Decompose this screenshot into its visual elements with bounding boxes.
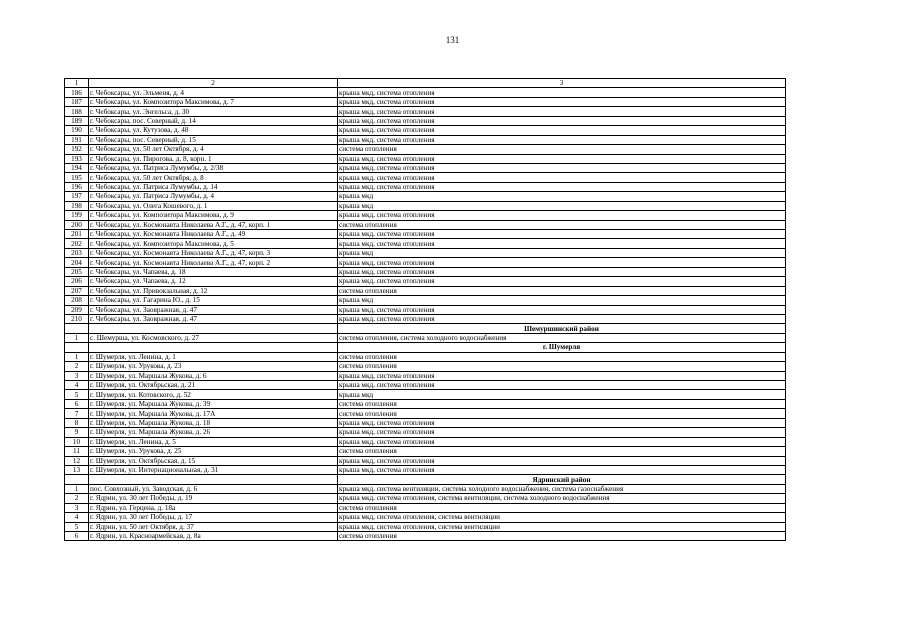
row-number-cell: 209 <box>65 305 89 314</box>
works-cell: система отопления <box>338 399 786 408</box>
works-cell: крыша мкд, система отопления <box>338 230 786 239</box>
address-cell: г. Шумерля, ул. Октябрьская, д. 21 <box>89 381 338 390</box>
table-row <box>65 362 786 371</box>
address-cell: г. Ядрин, ул. 30 лет Победы, д. 17 <box>89 513 338 522</box>
table-row <box>65 399 786 408</box>
section-row <box>65 324 786 333</box>
address-cell: г. Чебоксары, ул. Эльменя, д. 4 <box>89 88 338 97</box>
address-cell: г. Шумерля, ул. Октябрьская, д. 15 <box>89 456 338 465</box>
section-row <box>65 475 786 484</box>
address-cell: г. Чебоксары, ул. Композитора Максимова, д. 7 <box>89 97 338 106</box>
row-number-cell: 193 <box>65 154 89 163</box>
section-title: Ядринский район <box>338 475 786 484</box>
table-row <box>65 447 786 456</box>
row-number-cell: 205 <box>65 267 89 276</box>
works-cell: крыша мкд, система отопления <box>338 456 786 465</box>
row-number-cell: 200 <box>65 220 89 229</box>
works-cell: крыша мкд, система отопления <box>338 239 786 248</box>
table-row <box>65 296 786 305</box>
works-cell: крыша мкд, система отопления <box>338 437 786 446</box>
row-number-cell: 4 <box>65 381 89 390</box>
table-row <box>65 230 786 239</box>
works-cell: крыша мкд, система отопления <box>338 428 786 437</box>
row-number-cell: 187 <box>65 97 89 106</box>
works-cell: крыша мкд, система вентиляции, система холодного водоснабжения, система газоснабжения <box>338 484 786 493</box>
works-cell: крыша мкд, система отопления <box>338 135 786 144</box>
works-cell: система отопления <box>338 286 786 295</box>
row-number-cell: 199 <box>65 211 89 220</box>
works-cell: крыша мкд, система отопления, система вентиляции, система холодного водоснабжения <box>338 494 786 503</box>
row-number-cell: 189 <box>65 116 89 125</box>
table-row <box>65 258 786 267</box>
table-row <box>65 248 786 257</box>
table-row <box>65 267 786 276</box>
table-body <box>65 79 786 541</box>
row-number-cell: 5 <box>65 390 89 399</box>
row-number-cell: 195 <box>65 173 89 182</box>
row-number-cell: 6 <box>65 399 89 408</box>
row-number-cell: 207 <box>65 286 89 295</box>
table-row <box>65 390 786 399</box>
table-row <box>65 211 786 220</box>
row-number-cell: 6 <box>65 532 89 541</box>
address-cell: г. Чебоксары, ул. Космонавта Николаева А.Г., д. 49 <box>89 230 338 239</box>
works-cell: крыша мкд, система отопления <box>338 163 786 172</box>
address-cell: г. Чебоксары, ул. Чапаева, д. 12 <box>89 277 338 286</box>
address-cell: г. Чебоксары, ул. Олега Кошевого, д. 1 <box>89 201 338 210</box>
address-cell: г. Шумерля, ул. Маршала Жукова, д. 6 <box>89 371 338 380</box>
row-number-cell: 191 <box>65 135 89 144</box>
works-cell: крыша мкд, система отопления <box>338 371 786 380</box>
address-cell: г. Шумерля, ул. Интернациональная, д. 31 <box>89 465 338 474</box>
table-row <box>65 239 786 248</box>
row-number-cell: 3 <box>65 371 89 380</box>
address-cell: г. Ядрин, ул. Герцена, д. 18а <box>89 503 338 512</box>
table-row <box>65 352 786 361</box>
address-cell: г. Чебоксары, ул. Космонавта Николаева А.Г., д. 47, корп. 1 <box>89 220 338 229</box>
section-empty-cell <box>65 324 89 333</box>
works-cell: крыша мкд, система отопления <box>338 173 786 182</box>
table-row <box>65 513 786 522</box>
table-row <box>65 126 786 135</box>
address-cell: г. Чебоксары, ул. Кутузова, д. 48 <box>89 126 338 135</box>
works-cell: крыша мкд, система отопления <box>338 381 786 390</box>
row-number-cell: 201 <box>65 230 89 239</box>
table-row <box>65 182 786 191</box>
row-number-cell: 2 <box>65 494 89 503</box>
address-cell: г. Чебоксары, ул. Гагарина Ю., д. 15 <box>89 296 338 305</box>
works-cell: крыша мкд, система отопления <box>338 107 786 116</box>
table-row <box>65 220 786 229</box>
works-cell: система отопления <box>338 220 786 229</box>
address-cell: г. Чебоксары, ул. Энгельса, д. 30 <box>89 107 338 116</box>
row-number-cell: 3 <box>65 503 89 512</box>
address-cell: г. Шумерля, ул. Урукова, д. 23 <box>89 362 338 371</box>
address-cell: г. Чебоксары, ул. Патриса Лумумбы, д. 2/38 <box>89 163 338 172</box>
address-cell: г. Чебоксары, ул. Космонавта Николаева А.Г., д. 47, корп. 3 <box>89 248 338 257</box>
table-row <box>65 532 786 541</box>
table-row <box>65 484 786 493</box>
row-number-cell: 10 <box>65 437 89 446</box>
address-cell: с. Шемурша, ул. Космовского, д. 27 <box>89 333 338 342</box>
section-row <box>65 343 786 352</box>
works-cell: крыша мкд <box>338 296 786 305</box>
row-number-cell: 196 <box>65 182 89 191</box>
works-cell: система отопления <box>338 532 786 541</box>
header-col-3: 3 <box>338 79 786 88</box>
table-row <box>65 145 786 154</box>
header-col-2: 2 <box>89 79 338 88</box>
address-cell: г. Чебоксары, ул. Патриса Лумумбы, д. 14 <box>89 182 338 191</box>
table-row <box>65 371 786 380</box>
works-cell: крыша мкд, система отопления <box>338 126 786 135</box>
row-number-cell: 190 <box>65 126 89 135</box>
table-row <box>65 456 786 465</box>
table-row <box>65 503 786 512</box>
works-cell: крыша мкд <box>338 390 786 399</box>
address-cell: г. Чебоксары, ул. Заовражная, д. 47 <box>89 314 338 323</box>
row-number-cell: 1 <box>65 333 89 342</box>
works-cell: система отопления <box>338 352 786 361</box>
table-row <box>65 135 786 144</box>
works-cell: крыша мкд, система отопления <box>338 418 786 427</box>
address-cell: г. Шумерля, ул. Урукова, д. 25 <box>89 447 338 456</box>
table-row <box>65 97 786 106</box>
address-cell: г. Шумерля, ул. Маршала Жукова, д. 17А <box>89 409 338 418</box>
section-title: г. Шумерля <box>338 343 786 352</box>
row-number-cell: 9 <box>65 428 89 437</box>
table-row <box>65 381 786 390</box>
table-row <box>65 494 786 503</box>
address-cell: г. Чебоксары, ул. Привокзальная, д. 12 <box>89 286 338 295</box>
works-cell: крыша мкд, система отопления <box>338 465 786 474</box>
address-cell: г. Чебоксары, ул. 50 лет Октября, д. 8 <box>89 173 338 182</box>
works-cell: система отопления <box>338 362 786 371</box>
works-cell: крыша мкд, система отопления <box>338 154 786 163</box>
row-number-cell: 4 <box>65 513 89 522</box>
row-number-cell: 202 <box>65 239 89 248</box>
works-cell: крыша мкд, система отопления <box>338 211 786 220</box>
address-cell: г. Шумерля, ул. Ленина, д. 5 <box>89 437 338 446</box>
works-cell: крыша мкд, система отопления <box>338 182 786 191</box>
table-row <box>65 437 786 446</box>
works-cell: система отопления <box>338 409 786 418</box>
page-number: 131 <box>445 35 460 45</box>
row-number-cell: 210 <box>65 314 89 323</box>
row-number-cell: 13 <box>65 465 89 474</box>
row-number-cell: 7 <box>65 409 89 418</box>
address-cell: г. Чебоксары, ул. Космонавта Николаева А.Г., д. 47, корп. 2 <box>89 258 338 267</box>
row-number-cell: 188 <box>65 107 89 116</box>
table-row <box>65 409 786 418</box>
row-number-cell: 203 <box>65 248 89 257</box>
address-cell: г. Чебоксары, ул. Композитора Максимова, д. 9 <box>89 211 338 220</box>
address-cell: г. Чебоксары, ул. Патриса Лумумбы, д. 4 <box>89 192 338 201</box>
row-number-cell: 197 <box>65 192 89 201</box>
row-number-cell: 198 <box>65 201 89 210</box>
table-row <box>65 154 786 163</box>
table-row <box>65 522 786 531</box>
address-cell: г. Чебоксары, пос. Северный, д. 15 <box>89 135 338 144</box>
works-cell: крыша мкд, система отопления <box>338 88 786 97</box>
works-cell: крыша мкд <box>338 192 786 201</box>
address-cell: г. Ядрин, ул. Красноармейская, д. 8а <box>89 532 338 541</box>
address-cell: г. Чебоксары, пос. Северный, д. 14 <box>89 116 338 125</box>
section-empty-cell <box>89 475 338 484</box>
works-cell: крыша мкд, система отопления, система вентиляции <box>338 513 786 522</box>
table-row <box>65 173 786 182</box>
table-row <box>65 201 786 210</box>
section-empty-cell <box>89 324 338 333</box>
row-number-cell: 5 <box>65 522 89 531</box>
works-cell: крыша мкд, система отопления <box>338 277 786 286</box>
works-cell: система отопления <box>338 447 786 456</box>
row-number-cell: 2 <box>65 362 89 371</box>
row-number-cell: 8 <box>65 418 89 427</box>
table-row <box>65 116 786 125</box>
row-number-cell: 11 <box>65 447 89 456</box>
works-cell: система отопления <box>338 145 786 154</box>
works-cell: крыша мкд, система отопления <box>338 267 786 276</box>
works-cell: крыша мкд, система отопления <box>338 116 786 125</box>
table-row <box>65 192 786 201</box>
table-row <box>65 333 786 342</box>
section-empty-cell <box>65 343 89 352</box>
address-cell: г. Шумерля, ул. Котовского, д. 52 <box>89 390 338 399</box>
table-row <box>65 428 786 437</box>
works-cell: крыша мкд, система отопления <box>338 258 786 267</box>
table-row <box>65 286 786 295</box>
table-row <box>65 418 786 427</box>
address-cell: г. Чебоксары, ул. Пирогова, д. 8, корп. 1 <box>89 154 338 163</box>
row-number-cell: 1 <box>65 352 89 361</box>
section-empty-cell <box>65 475 89 484</box>
table-row <box>65 107 786 116</box>
works-cell: крыша мкд, система отопления <box>338 97 786 106</box>
row-number-cell: 192 <box>65 145 89 154</box>
row-number-cell: 186 <box>65 88 89 97</box>
works-cell: система отопления <box>338 503 786 512</box>
works-cell: система отопления, система холодного водоснабжения <box>338 333 786 342</box>
table-row <box>65 277 786 286</box>
section-empty-cell <box>89 343 338 352</box>
table-row <box>65 465 786 474</box>
address-cell: г. Шумерля, ул. Маршала Жукова, д. 18 <box>89 418 338 427</box>
section-title: Шемуршинский район <box>338 324 786 333</box>
header-col-1: 1 <box>65 79 89 88</box>
row-number-cell: 208 <box>65 296 89 305</box>
works-cell: крыша мкд, система отопления, система вентиляции <box>338 522 786 531</box>
works-cell: крыша мкд <box>338 201 786 210</box>
address-cell: г. Ядрин, ул. 30 лет Победы, д. 19 <box>89 494 338 503</box>
address-cell: г. Чебоксары, ул. Композитора Максимова, д. 5 <box>89 239 338 248</box>
row-number-cell: 194 <box>65 163 89 172</box>
works-cell: крыша мкд, система отопления <box>338 305 786 314</box>
table-row <box>65 305 786 314</box>
row-number-cell: 12 <box>65 456 89 465</box>
address-cell: г. Чебоксары, ул. Чапаева, д. 18 <box>89 267 338 276</box>
address-cell: пос. Совхозный, ул. Заводская, д. 6 <box>89 484 338 493</box>
works-cell: крыша мкд <box>338 248 786 257</box>
address-cell: г. Шумерля, ул. Маршала Жукова, д. 39 <box>89 399 338 408</box>
table-row <box>65 88 786 97</box>
table-row <box>65 163 786 172</box>
works-cell: крыша мкд, система отопления <box>338 314 786 323</box>
address-cell: г. Чебоксары, ул. Заовражная, д. 47 <box>89 305 338 314</box>
housing-register-table <box>64 78 786 541</box>
row-number-cell: 204 <box>65 258 89 267</box>
address-cell: г. Шумерля, ул. Маршала Жукова, д. 26 <box>89 428 338 437</box>
table-row <box>65 314 786 323</box>
address-cell: г. Ядрин, ул. 50 лет Октября, д. 37 <box>89 522 338 531</box>
row-number-cell: 206 <box>65 277 89 286</box>
header-row <box>65 79 786 88</box>
address-cell: г. Чебоксары, ул. 50 лет Октября, д. 4 <box>89 145 338 154</box>
address-cell: г. Шумерля, ул. Ленина, д. 1 <box>89 352 338 361</box>
row-number-cell: 1 <box>65 484 89 493</box>
